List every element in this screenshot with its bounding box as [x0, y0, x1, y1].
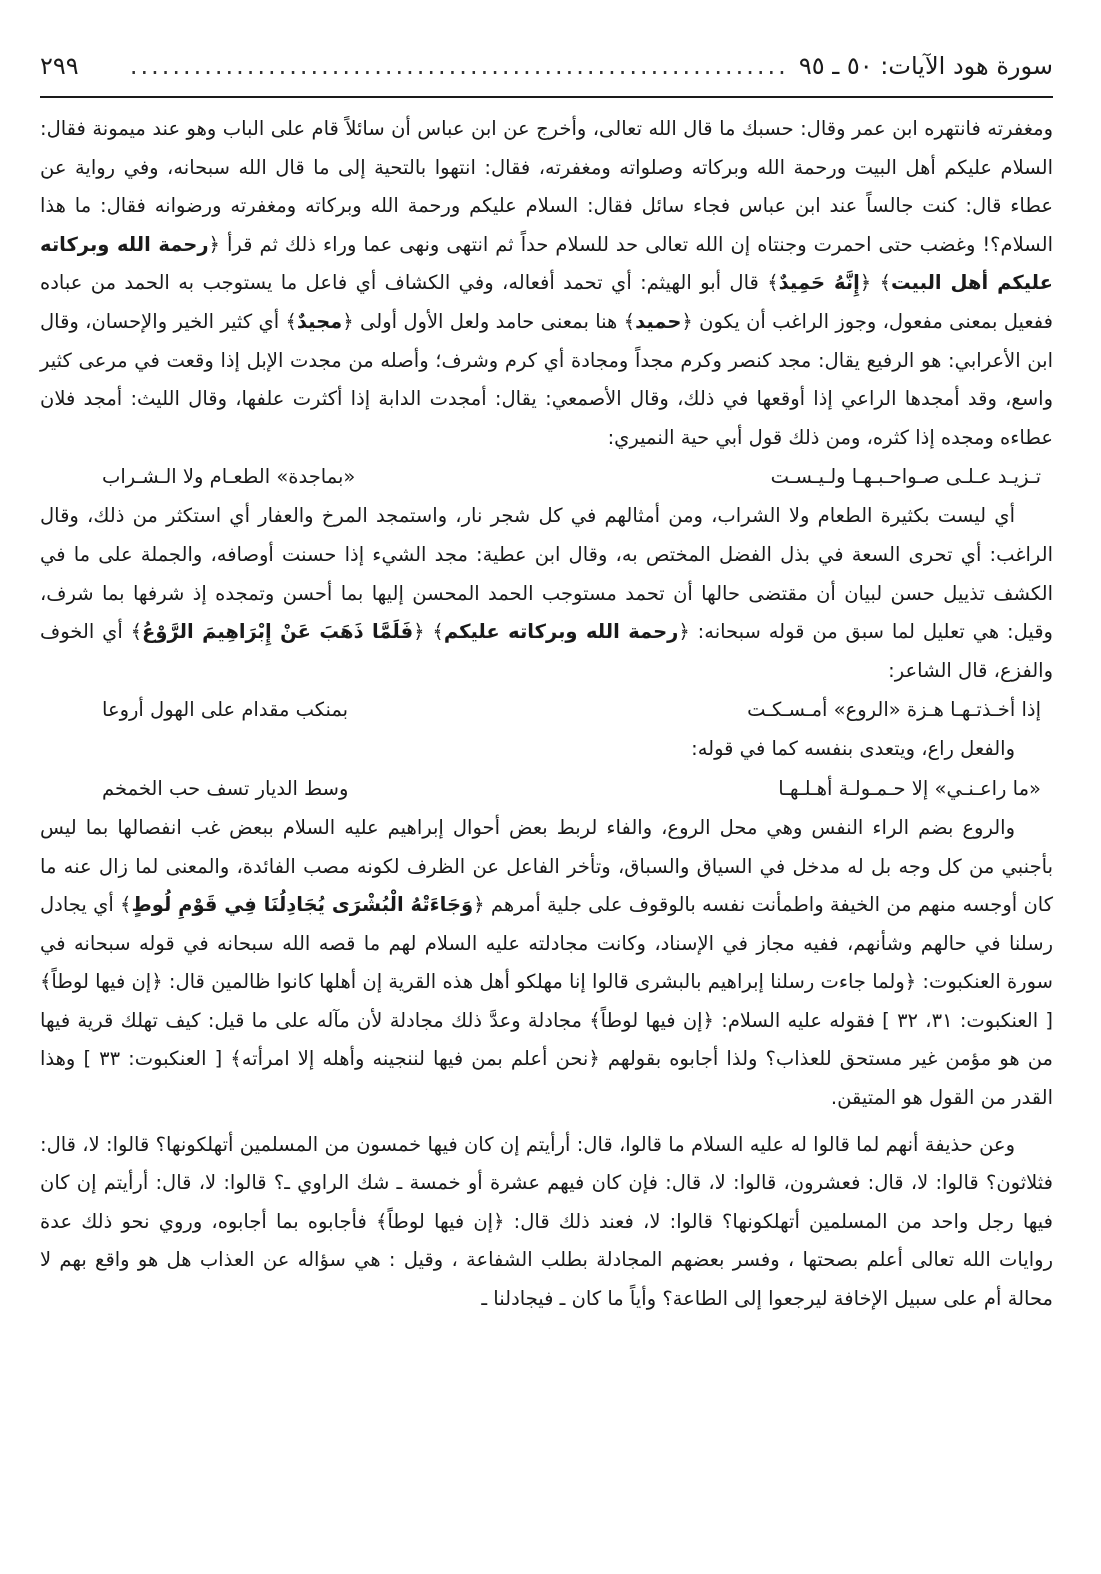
poetry-verse-1	[40, 457, 1053, 497]
paragraph-5	[40, 1126, 1053, 1319]
paragraph-text: والروع بضم الراء النفس وهي محل الروع، والفاء لربط بعض أحوال إبراهيم عليه السلام ببعض غب انفصالها بما ليس بأجنبي من كل وجه بل له مدخل في السياق والسباق، وتأخر الفاعل عن الظرف لكونه مصب الفائدة، والمعنى لما زال عنه ما كان أوجسه منهم من الخيفة واطمأنت نفسه بالوقوف على جلية أمرهم ﴿	[40, 815, 1054, 917]
paragraph-text: ومغفرته فانتهره ابن عمر وقال: حسبك ما قال الله تعالى، وأخرج عن ابن عباس أن سائلاً قام على الباب وهو عند ميمونة فقال: السلام عليكم أهل البيت ورحمة الله وبركاته وصلواته ومغفرته، فقال: انتهوا بالتحية إلى ما قال الله سبحانه، وفي رواية عن عطاء قال: كنت جالساً عند ابن عباس فجاء سائل فقال: السلام عليكم ورحمة الله وبركاته ومغفرته ورضوانه فقال: ما هذا السلام؟! وغضب حتى احمرت وجنتاه إن الله تعالى حد للسلام حداً ثم انتهى ونهى عما وراء ذلك ثم قرأ ﴿	[40, 117, 1053, 256]
paragraph-text: أي ليست بكثيرة الطعام ولا الشراب، ومن أمثالهم في كل شجر نار، واستمجد المرخ والعفار أي استكثر من ذلك، وقال الراغب: أي تحرى السعة في بذل الفضل المختص به، وقال ابن عطية: مجد الشيء إذا حسنت أوصافه، والجملة على ما في الكشف تذييل حسن لبيان أن مقتضى حالها أن تحمد مستوجب الحمد المحسن إليها بما أحسن وتمجده إذ شرفها بما شرف، وقيل: هي تعليل لما سبق من قوله سبحانه: ﴿	[40, 504, 1053, 644]
paragraph-2	[40, 497, 1053, 690]
quran-quote: رحمة الله وبركاته عليكم أهل البيت	[40, 232, 1053, 295]
poetry-verse-2	[40, 690, 1053, 730]
paragraph-text: ﴾ أي يجادل رسلنا في حالهم وشأنهم، ففيه مجاز في الإسناد، وكانت مجادلته عليه السلام لهم ما قصه الله سبحانه في قوله سبحانه في سورة العنكبوت: ﴿ولما جاءت رسلنا إبراهيم بالبشرى قالوا إنا مهلكو أهل هذه القرية إن أهلها كانوا ظالمين قال: ﴿إن فيها لوطاً﴾ [ العنكبوت: ٣١، ٣٢ ] فقوله عليه السلام: ﴿إن فيها لوطاً﴾ مجادلة وعدَّ ذلك مجادلة لأن مآله على ما قيل: كيف تهلك قرية فيها من هو مؤمن غير مستحق للعذاب؟ ولذا أجابوه بقولهم ﴿نحن أعلم بمن فيها لننجينه وأهله إلا امرأته﴾ [ العنكبوت: ٣٣ ] وهذا القدر من القول هو المتيقن.	[40, 893, 1054, 1110]
paragraph-1	[40, 110, 1053, 457]
paragraph-text: ﴾ أي الخوف والفزع، قال الشاعر:	[40, 620, 1053, 682]
paragraph-text: وعن حذيفة أنهم لما قالوا له عليه السلام ما قالوا، قال: أرأيتم إن كان فيها خمسون من المسلمين أتهلكونها؟ قالوا: لا، قال: فثلاثون؟ قالوا: لا، قال: فعشرون، قالوا: لا، قال: فإن كان فيهم عشرة أو خمسة ـ شك الراوي ـ؟ قالوا: لا، قال: أرأيتم إن كان فيها رجل واحد من المسلمين أتهلكونها؟ قالوا: لا، فعند ذلك قال: ﴿إن فيها لوطاً﴾ فأجابوه بما أجابوه، وروي نحو ذلك عدة روايات الله تعالى أعلم بصحتها ، وفسر بعضهم المجادلة بطلب الشفاعة ، وقيل : هي سؤاله عن العذاب هل هو واقع بهم لا محالة أم على سبيل الإخافة ليرجعوا إلى الطاعة؟ وأياً ما كان ـ فيجادلنا ـ	[40, 1132, 1053, 1311]
verse-second-hemistich: بمنكب مقدام على الهول أروعا	[102, 698, 349, 722]
verse-first-hemistich: إذا أخـذتـهـا هـزة «الروع» أمـسـكـت	[747, 698, 1041, 722]
quran-quote: مجيدٌ	[296, 309, 343, 333]
quran-quote: رحمة الله وبركاته عليكم	[443, 620, 679, 644]
paragraph-text: ﴾ أي كثير الخير والإحسان، وقال ابن الأعرابي: هو الرفيع يقال: مجد كنصر وكرم مجداً ومجادة أي كرم وشرف؛ وأصله من مجدت الإبل إذا وقعت في مرعى كثير واسع، وقد أمجدها الراعي إذا أوقعها في ذلك، وقال الأصمعي: يقال: أمجدت الدابة إذا أكثرت علفها، وقال الليث: أمجد فلان عطاءه ومجده إذا كثره، ومن ذلك قول أبي حية النميري:	[40, 309, 1053, 449]
quran-quote: حميد	[635, 309, 682, 333]
header-dot-leader: ..............................................................	[129, 52, 789, 80]
paragraph-3	[40, 730, 1053, 769]
paragraph-4	[40, 809, 1053, 1118]
paragraph-text: ﴾ ﴿	[413, 620, 444, 644]
paragraph-text: ﴾ هنا بمعنى حامد ولعل الأول أولى ﴿	[342, 309, 636, 333]
verse-second-hemistich: «بماجدة» الطعـام ولا الـشـراب	[102, 465, 356, 489]
paragraph-text: ﴾ ﴿	[859, 271, 891, 295]
page	[40, 52, 1053, 1574]
page-number: ٢٩٩	[40, 52, 79, 80]
quran-quote: وَجَاءَتْهُ الْبُشْرَى يُجَادِلُنَا فِي قَوْمِ لُوطٍ	[131, 893, 474, 917]
verse-first-hemistich: «ما راعـنـي» إلا حـمـولـة أهـلـهـا	[778, 776, 1041, 800]
page-body	[40, 110, 1053, 1319]
header-title: سورة هود الآيات: ٥٠ ـ ٩٥	[798, 52, 1053, 80]
paragraph-text: ﴾ قال أبو الهيثم: أي تحمد أفعاله، وفي الكشاف أي فاعل ما يستوجب به الحمد من عباده ففعيل بمعنى مفعول، وجوز الراغب أن يكون ﴿	[40, 271, 1053, 333]
running-header	[40, 52, 1053, 98]
quran-quote: فَلَمَّا ذَهَبَ عَنْ إِبْرَاهِيمَ الرَّوْعُ	[142, 620, 414, 644]
verse-second-hemistich: وسط الديار تسف حب الخمخم	[102, 776, 349, 800]
poetry-verse-3	[40, 769, 1053, 809]
paragraph-text: والفعل راع، ويتعدى بنفسه كما في قوله:	[691, 737, 1015, 761]
quran-quote: إِنَّهُ حَمِيدٌ	[778, 271, 860, 295]
verse-first-hemistich: تـزيـد عـلـى صـواحـبـهـا ولـيـسـت	[770, 465, 1041, 489]
